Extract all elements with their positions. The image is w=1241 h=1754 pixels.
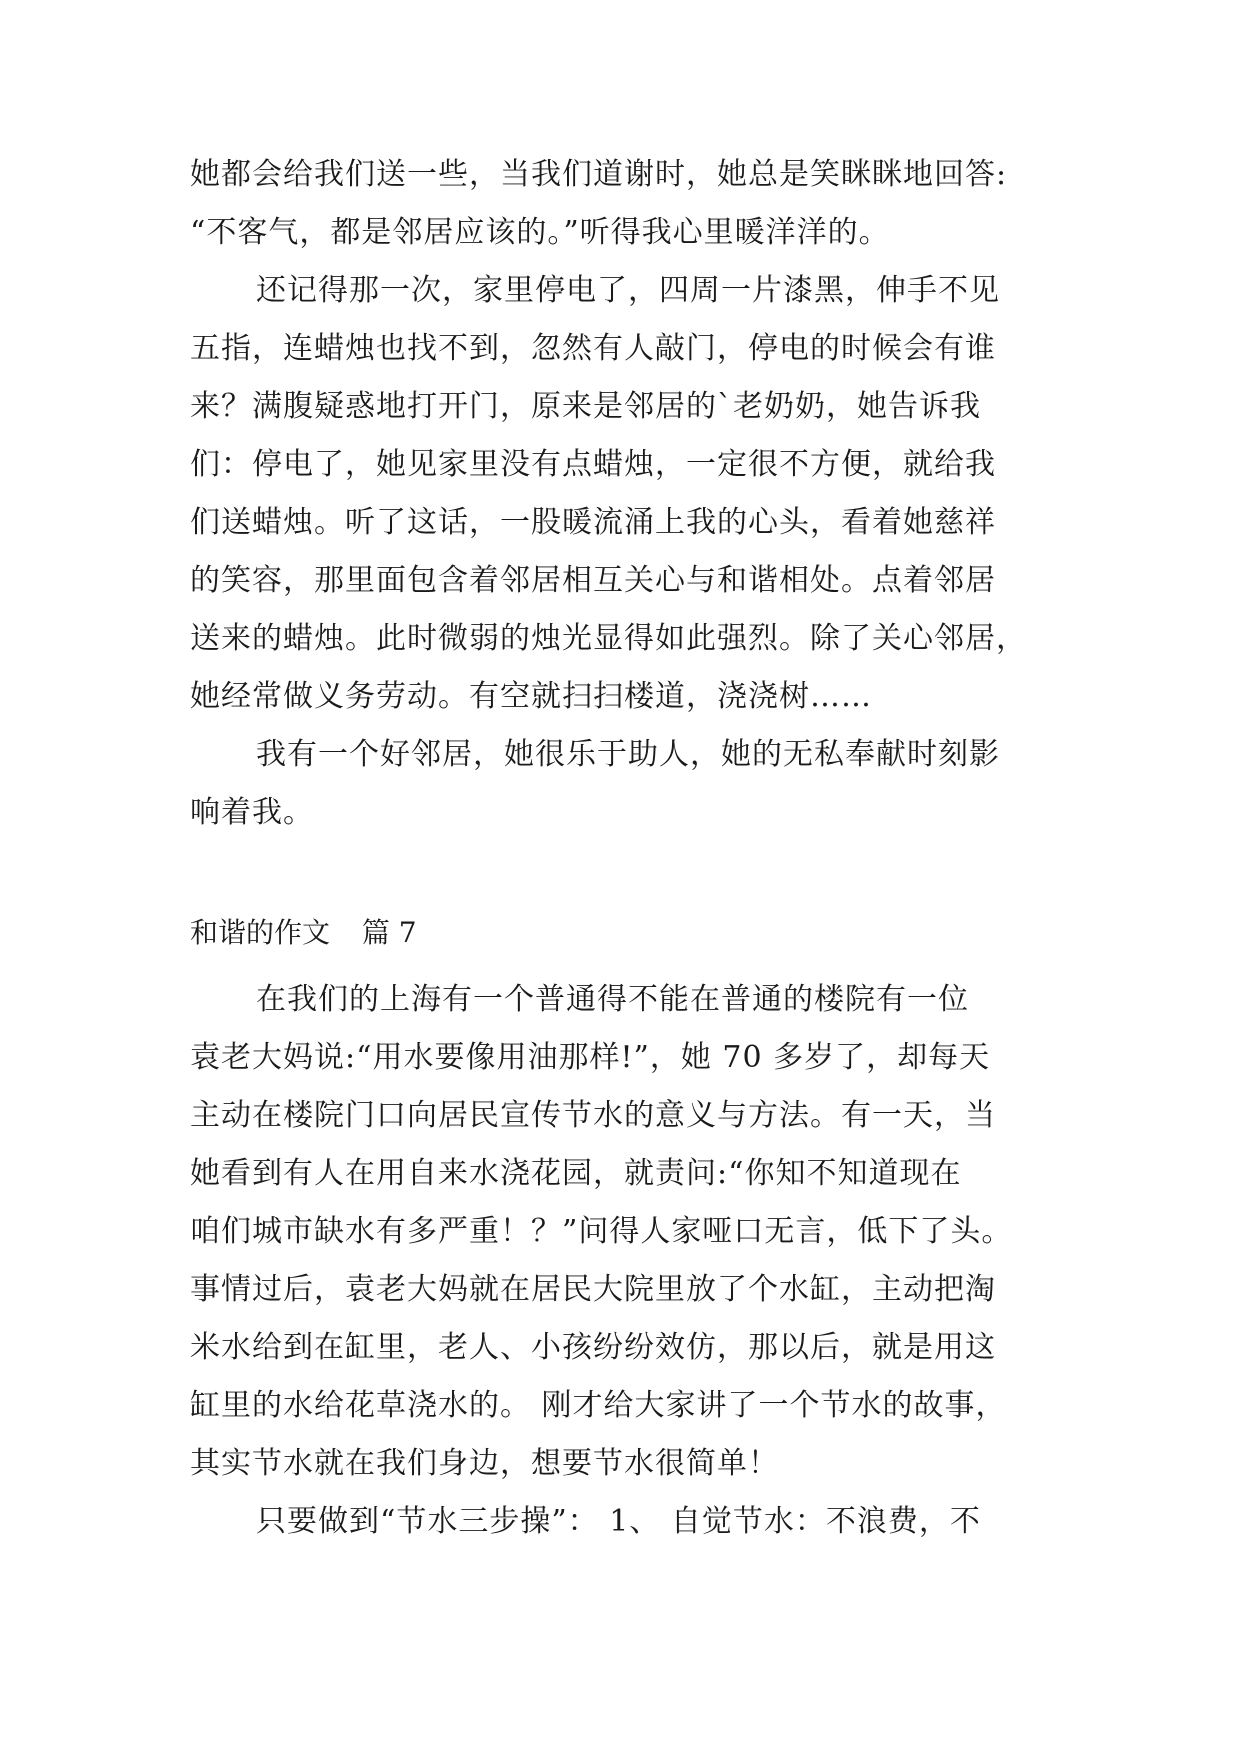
text-line: 还记得那一次，家里停电了，四周一片漆黑，伸手不见	[256, 273, 1000, 308]
text-line: 主动在楼院门口向居民宣传节水的意义与方法。有一天，当	[190, 1098, 996, 1133]
text-line: 我有一个好邻居，她很乐于助人，她的无私奉献时刻影	[256, 737, 1000, 772]
text-line: 们：停电了，她见家里没有点蜡烛，一定很不方便，就给我	[190, 447, 996, 482]
text-line: 来？满腹疑惑地打开门，原来是邻居的`老奶奶，她告诉我	[190, 389, 981, 424]
heading-title: 和谐的作文	[190, 916, 331, 949]
text-line: “不客气，都是邻居应该的。”听得我心里暖洋洋的。	[190, 215, 890, 250]
section-heading	[190, 913, 417, 953]
text-line: 五指，连蜡烛也找不到，忽然有人敲门，停电的时候会有谁	[190, 331, 996, 366]
text-line: 米水给到在缸里，老人、小孩纷纷效仿，那以后，就是用这	[190, 1330, 996, 1365]
text-line: 们送蜡烛。听了这话，一股暖流涌上我的心头，看着她慈祥	[190, 505, 996, 540]
text-line: 只要做到“节水三步操”： 1、 自觉节水：不浪费，不	[256, 1504, 981, 1539]
text-line: 响着我。	[190, 795, 314, 830]
text-line: 的笑容，那里面包含着邻居相互关心与和谐相处。点着邻居	[190, 563, 996, 598]
text-line: 她都会给我们送一些，当我们道谢时，她总是笑眯眯地回答:	[190, 157, 1008, 192]
text-line: 她看到有人在用自来水浇花园，就责问:“你知不知道现在	[190, 1156, 962, 1191]
text-line: 咱们城市缺水有多严重！？”问得人家哑口无言，低下了头。	[190, 1214, 1013, 1249]
text-line: 袁老大妈说:“用水要像用油那样!”，她 70 多岁了，却每天	[190, 1040, 991, 1075]
essay-section-1	[190, 146, 1050, 842]
text-line: 在我们的上海有一个普通得不能在普通的楼院有一位	[256, 982, 969, 1017]
essay-section-2	[190, 971, 1050, 1551]
text-line: 送来的蜡烛。此时微弱的烛光显得如此强烈。除了关心邻居，	[190, 621, 1027, 656]
text-line: 事情过后，袁老大妈就在居民大院里放了个水缸，主动把淘	[190, 1272, 996, 1307]
text-line: 其实节水就在我们身边，想要节水很简单！	[190, 1446, 779, 1481]
text-line: 缸里的水给花草浇水的。 刚才给大家讲了一个节水的故事，	[190, 1388, 1007, 1423]
text-line: 她经常做义务劳动。有空就扫扫楼道，浇浇树……	[190, 679, 872, 714]
heading-label: 篇 7	[361, 916, 417, 949]
